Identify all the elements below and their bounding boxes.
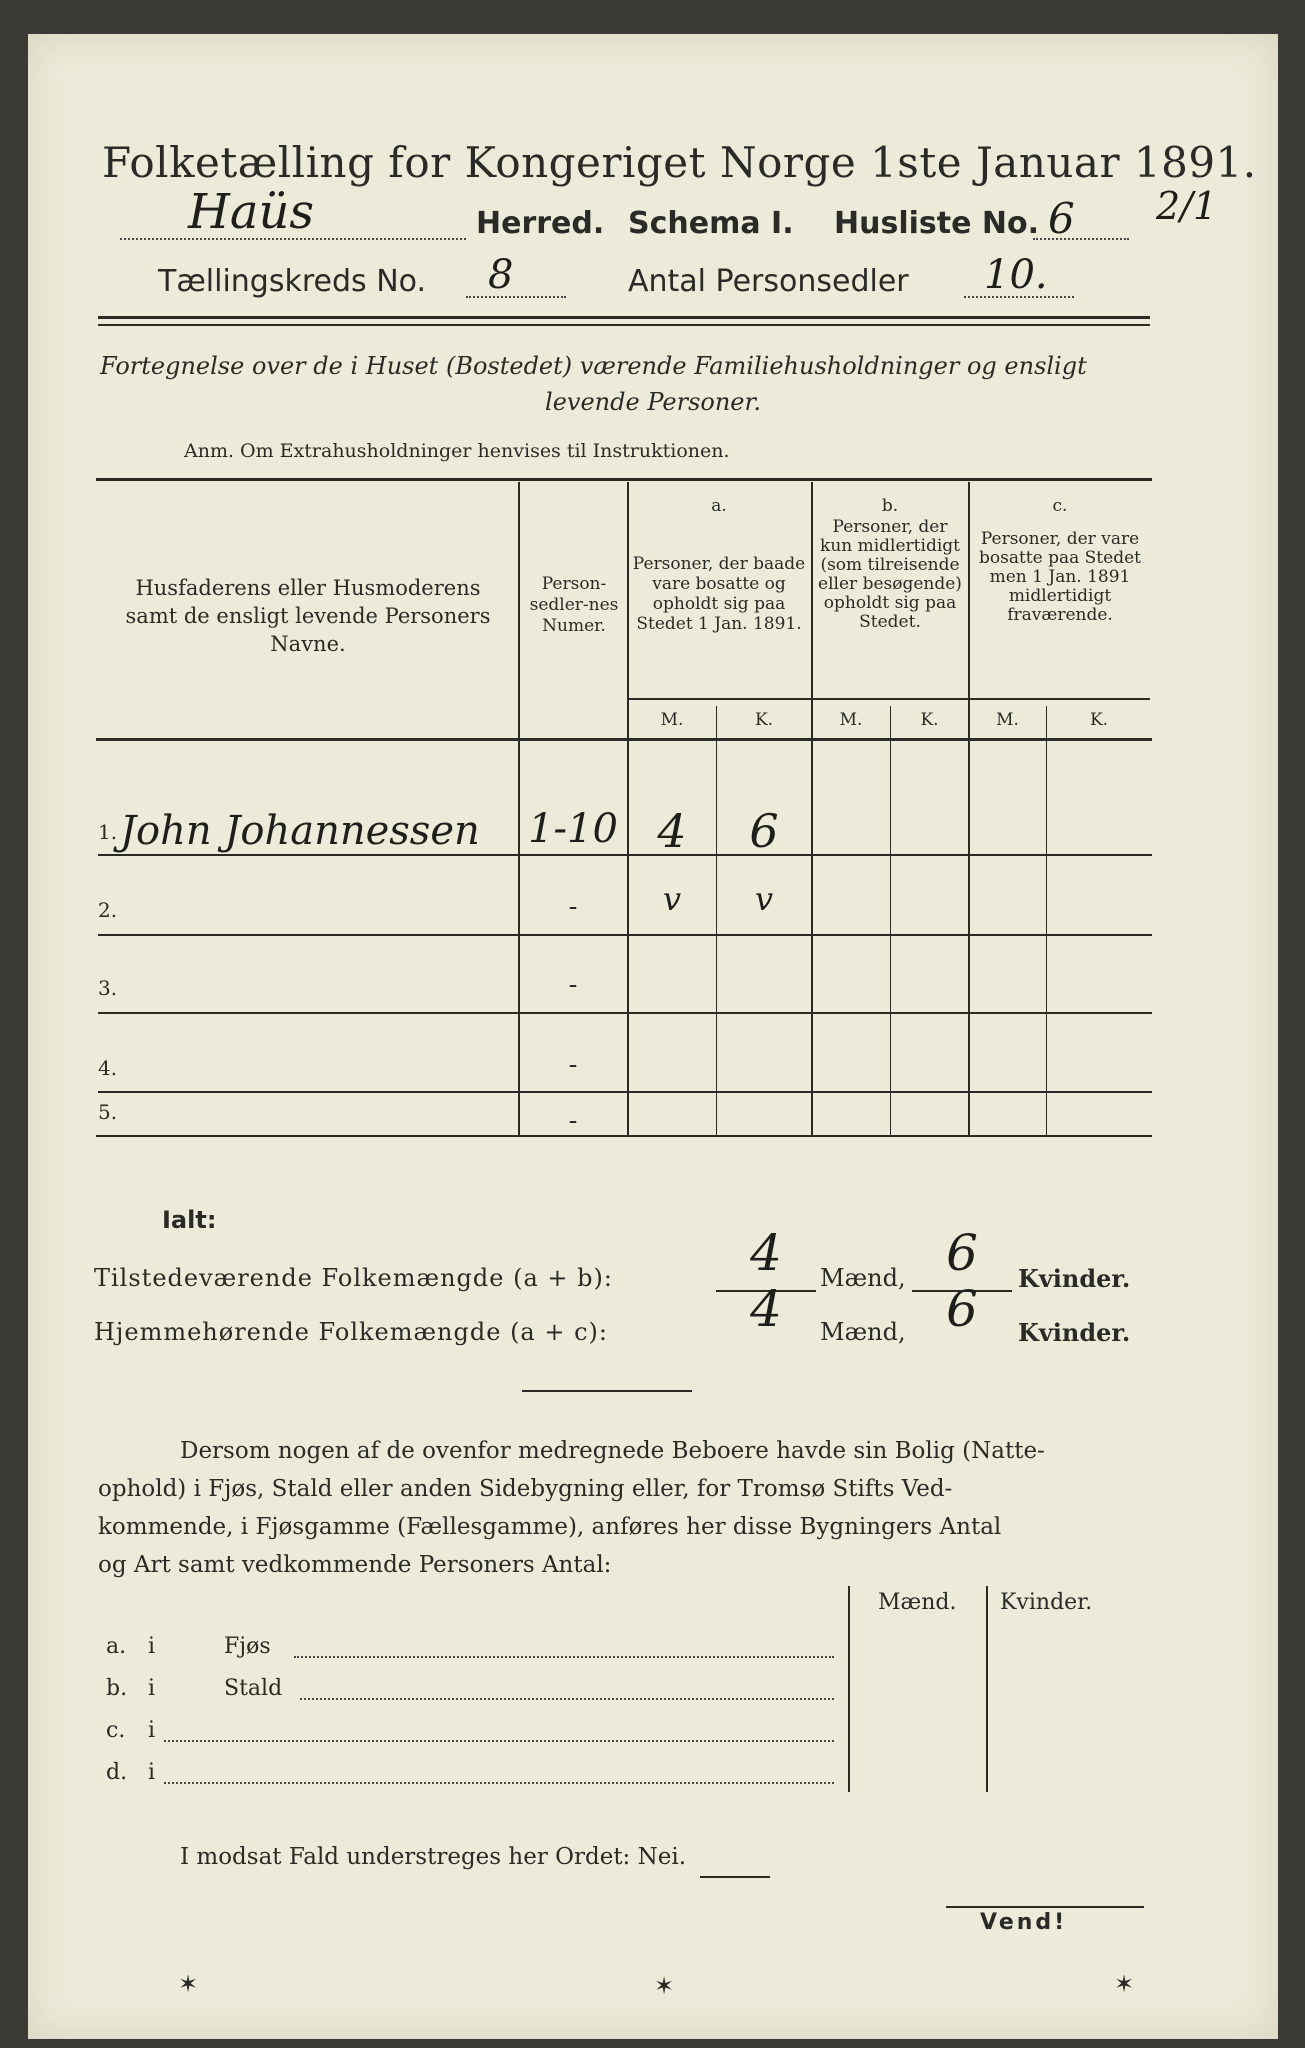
- kreds-value: 8: [488, 252, 514, 298]
- row-number: 1.: [98, 820, 118, 844]
- group-a-letter: a.: [711, 496, 727, 516]
- personsedler-value: 10.: [984, 252, 1048, 298]
- kvinder-col-header: Kvinder.: [1000, 1590, 1093, 1615]
- row-a-k: v: [754, 880, 774, 918]
- col-divider-mk: [890, 706, 891, 1136]
- item-letter: c.: [106, 1718, 126, 1743]
- note-line-1: Dersom nogen af de ovenfor medregnede Beboere havde sin Bolig (Natte-: [180, 1438, 1045, 1464]
- registration-mark: ✶: [178, 1970, 199, 1998]
- note-line-2: ophold) i Fjøs, Stald eller anden Sidebygning eller, for Tromsø Stifts Ved-: [98, 1476, 953, 1502]
- group-a-text: Personer, der baade vare bosatte og opholdt sig paa Stedet 1 Jan. 1891.: [632, 554, 806, 634]
- row-person-numbers: -: [568, 1050, 578, 1080]
- personsedler-label: Antal Personsedler: [628, 264, 909, 299]
- item-prep: i: [148, 1634, 156, 1659]
- item-prep: i: [148, 1718, 156, 1743]
- col-a-m: M.: [660, 710, 684, 730]
- intro-line-2: levende Personer.: [545, 388, 761, 416]
- item-prep: i: [148, 1760, 156, 1785]
- group-c-text: Personer, der vare bosatte paa Stedet men 1 Jan. 1891 midlertidigt fraværende.: [979, 529, 1141, 625]
- col-header-number: Person-sedler-nes Numer.: [529, 574, 619, 636]
- herred-label: Herred.: [476, 206, 605, 241]
- header-rule-top: [98, 316, 1150, 319]
- corner-note: 2/1: [1156, 184, 1218, 228]
- hjemme-maend-value: 4: [750, 1280, 782, 1338]
- row-rule: [98, 934, 1152, 936]
- header-rule-bottom: [98, 324, 1150, 326]
- row-name: John Johannessen: [120, 808, 480, 854]
- vend-rule: [946, 1906, 1144, 1908]
- col-b-m: M.: [839, 710, 863, 730]
- item-letter: a.: [106, 1634, 127, 1659]
- item-dotline: [300, 1698, 834, 1700]
- col-c-m: M.: [996, 710, 1019, 730]
- row-rule: [98, 854, 1152, 856]
- row-number: 4.: [98, 1056, 118, 1080]
- kreds-dotline: [466, 296, 566, 298]
- schema-label: Schema I.: [628, 206, 794, 241]
- hjemme-kvinder-label: Kvinder.: [1018, 1318, 1131, 1347]
- modsat-note: I modsat Fald understreges her Ordet: Nei.: [180, 1844, 687, 1870]
- row-number: 5.: [98, 1100, 118, 1124]
- tilstede-maend-label: Mænd,: [820, 1264, 906, 1292]
- col-header-names: Husfaderens eller Husmoderens samt de ensligt levende Personers Navne.: [125, 576, 491, 656]
- herred-value: Haüs: [188, 184, 315, 240]
- registration-mark: ✶: [654, 1972, 675, 2000]
- kreds-label: Tællingskreds No.: [158, 264, 426, 299]
- tilstede-kvinder-value: 6: [946, 1224, 978, 1282]
- item-dotline: [294, 1656, 834, 1658]
- table-top-rule: [96, 478, 1152, 481]
- item-letter: b.: [106, 1676, 128, 1701]
- col-b-k: K.: [920, 710, 939, 730]
- item-dotline: [164, 1782, 834, 1784]
- intro-line-1: Fortegnelse over de i Huset (Bostedet) værende Familiehusholdninger og ensligt: [100, 352, 1087, 380]
- note-line-4: og Art samt vedkommende Personers Antal:: [98, 1552, 612, 1578]
- row-a-k: 6: [749, 804, 779, 858]
- col-divider: [968, 482, 970, 1136]
- vend-label: Vend!: [980, 1910, 1068, 1935]
- tilstede-maend-value: 4: [750, 1224, 782, 1282]
- anm-note: Anm. Om Extrahusholdninger henvises til Instruktionen.: [184, 440, 730, 462]
- item-prep: i: [148, 1676, 156, 1701]
- group-b-letter: b.: [881, 496, 899, 516]
- table-header-rule: [96, 738, 1152, 741]
- maend-col-header: Mænd.: [878, 1590, 957, 1615]
- row-rule: [98, 1091, 1152, 1093]
- hjemme-kvinder-value: 6: [946, 1280, 978, 1338]
- row-person-numbers: -: [568, 1106, 578, 1136]
- group-b-text: Personer, der kun midlertidigt (som tilreisende eller besøgende) opholdt sig paa Stedet.: [818, 517, 962, 632]
- item-letter: d.: [106, 1760, 128, 1785]
- note-line-3: kommende, i Fjøsgamme (Fællesgamme), anføres her disse Bygningers Antal: [98, 1514, 1002, 1540]
- col-divider: [811, 482, 813, 1136]
- row-number: 3.: [98, 976, 118, 1000]
- husliste-value: 6: [1048, 194, 1075, 243]
- ialt-label: Ialt:: [162, 1206, 217, 1234]
- group-c-letter: c.: [1052, 496, 1068, 516]
- item-label: Stald: [224, 1676, 283, 1701]
- tilstede-label: Tilstedeværende Folkemængde (a + b):: [94, 1264, 613, 1292]
- item-dotline: [164, 1740, 834, 1742]
- row-person-numbers: -: [568, 892, 578, 922]
- hjemme-maend-label: Mænd,: [820, 1318, 906, 1346]
- separator-rule: [522, 1390, 692, 1392]
- census-form-page: [28, 34, 1278, 2039]
- col-c-k: K.: [1089, 710, 1109, 730]
- row-number: 2.: [98, 898, 118, 922]
- row-a-m: 4: [657, 804, 687, 858]
- row-person-numbers: 1-10: [528, 806, 618, 852]
- tilstede-kvinder-label: Kvinder.: [1018, 1264, 1131, 1293]
- form-title: Folketælling for Kongeriget Norge 1ste Januar 1891.: [102, 138, 1257, 187]
- row-rule: [98, 1012, 1152, 1014]
- building-col-divider: [986, 1586, 988, 1792]
- row-a-m: v: [662, 880, 682, 918]
- row-person-numbers: -: [568, 970, 578, 1000]
- registration-mark: ✶: [1114, 1970, 1135, 1998]
- husliste-label: Husliste No.: [834, 206, 1039, 241]
- col-divider-mk: [716, 706, 717, 1136]
- nei-underline: [700, 1876, 770, 1878]
- hjemme-label: Hjemmehørende Folkemængde (a + c):: [94, 1318, 608, 1346]
- building-col-divider: [848, 1586, 850, 1792]
- item-label: Fjøs: [224, 1634, 271, 1659]
- col-divider-mk: [1046, 706, 1047, 1136]
- col-a-k: K.: [754, 710, 774, 730]
- mk-subheader-rule: [628, 698, 1150, 700]
